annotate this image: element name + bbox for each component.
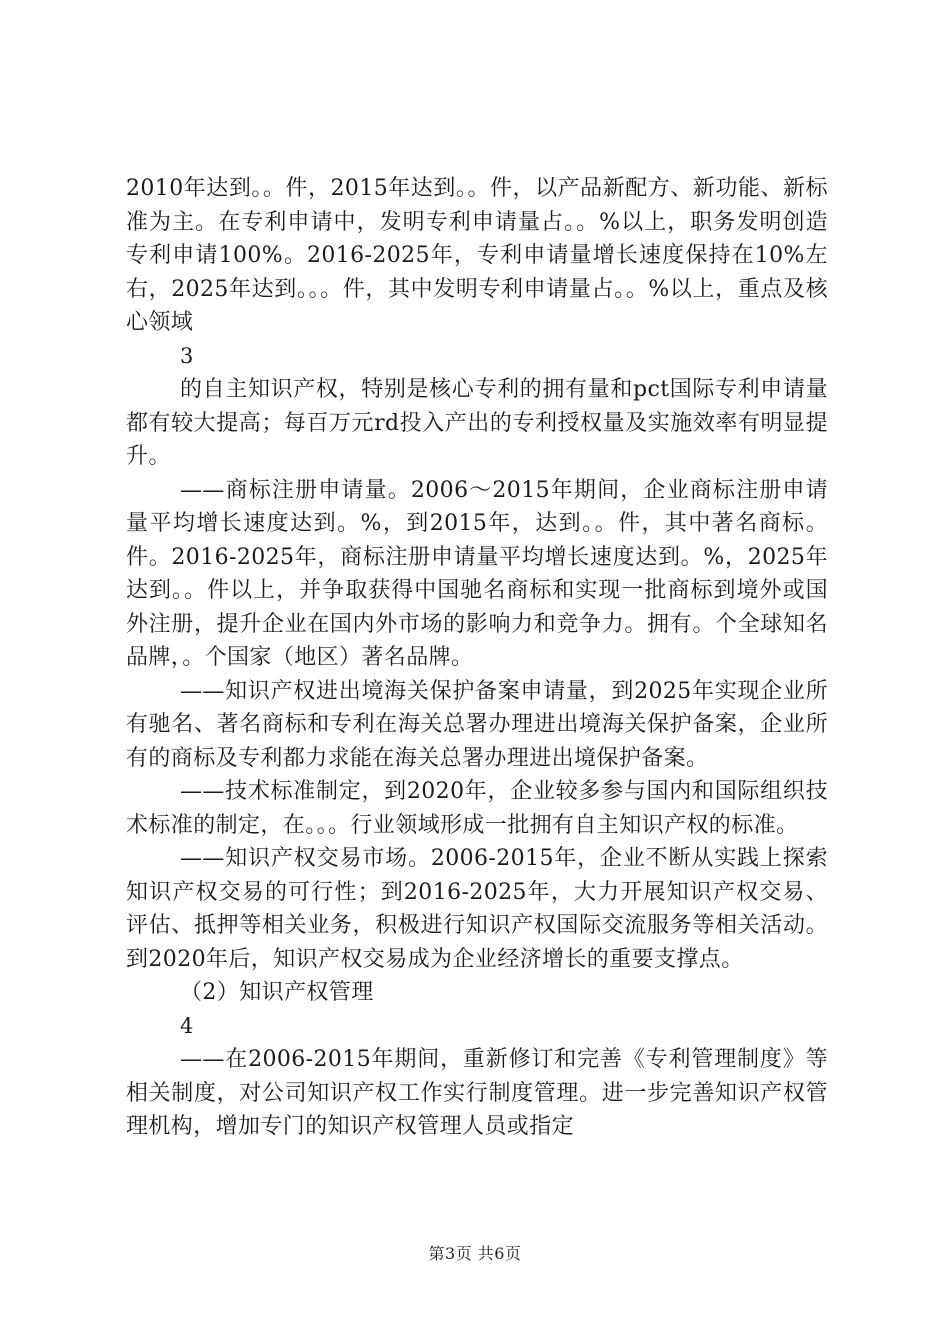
paragraph-patent-targets: 2010年达到。。件，2015年达到。。件，以产品新配方、新功能、新标准为主。在专利申请中，发明专利申请量占。。%以上，职务发明创造专利申请100%。2016-2025年，专利申请量增长速度保持在10%左右，2025年达到。。。件，其中发明专利申请量占。。%以上，重点及核心领域	[126, 176, 828, 335]
document-body	[126, 172, 828, 1144]
paragraph-patent-system: ——在2006-2015年期间，重新修订和完善《专利管理制度》等相关制度，对公司知识产权工作实行制度管理。进一步完善知识产权管理机构，增加专门的知识产权管理人员或指定	[126, 1047, 828, 1139]
paragraph-trademark: ——商标注册申请量。2006～2015年期间，企业商标注册申请量平均增长速度达到。%，到2015年，达到。。件，其中著名商标。件。2016-2025年，商标注册申请量平均增长速度达到。%，2025年达到。。件以上，并争取获得中国驰名商标和实现一批商标到境外或国外注册，提升企业在国内外市场的影响力和竞争力。拥有。个全球知名品牌，。个国家（地区）著名品牌。	[126, 477, 828, 670]
paragraph-core-patents: 的自主知识产权，特别是核心专利的拥有量和pct国际专利申请量都有较大提高；每百万元rd投入产出的专利授权量及实施效率有明显提升。	[126, 377, 828, 469]
paragraph-standards: ——技术标准制定，到2020年，企业较多参与国内和国际组织技术标准的制定，在。。。行业领域形成一批拥有自主知识产权的标准。	[126, 779, 828, 838]
page-footer: 第3页 共6页	[428, 1244, 522, 1263]
section-heading-ip-management: （2）知识产权管理	[180, 980, 374, 1005]
paragraph-customs: ——知识产权进出境海关保护备案申请量，到2025年实现企业所有驰名、著名商标和专利在海关总署办理进出境海关保护备案，企业所有的商标及专利都力求能在海关总署办理进出境保护备案。	[126, 678, 828, 771]
paragraph-ip-trading: ——知识产权交易市场。2006-2015年，企业不断从实践上探索知识产权交易的可行性；到2016-2025年，大力开展知识产权交易、评估、抵押等相关业务，积极进行知识产权国际交流服务等相关活动。到2020年后，知识产权交易成为企业经济增长的重要支撑点。	[126, 846, 828, 972]
page-marker-4: 4	[180, 1013, 194, 1038]
page-marker-3: 3	[180, 343, 194, 368]
